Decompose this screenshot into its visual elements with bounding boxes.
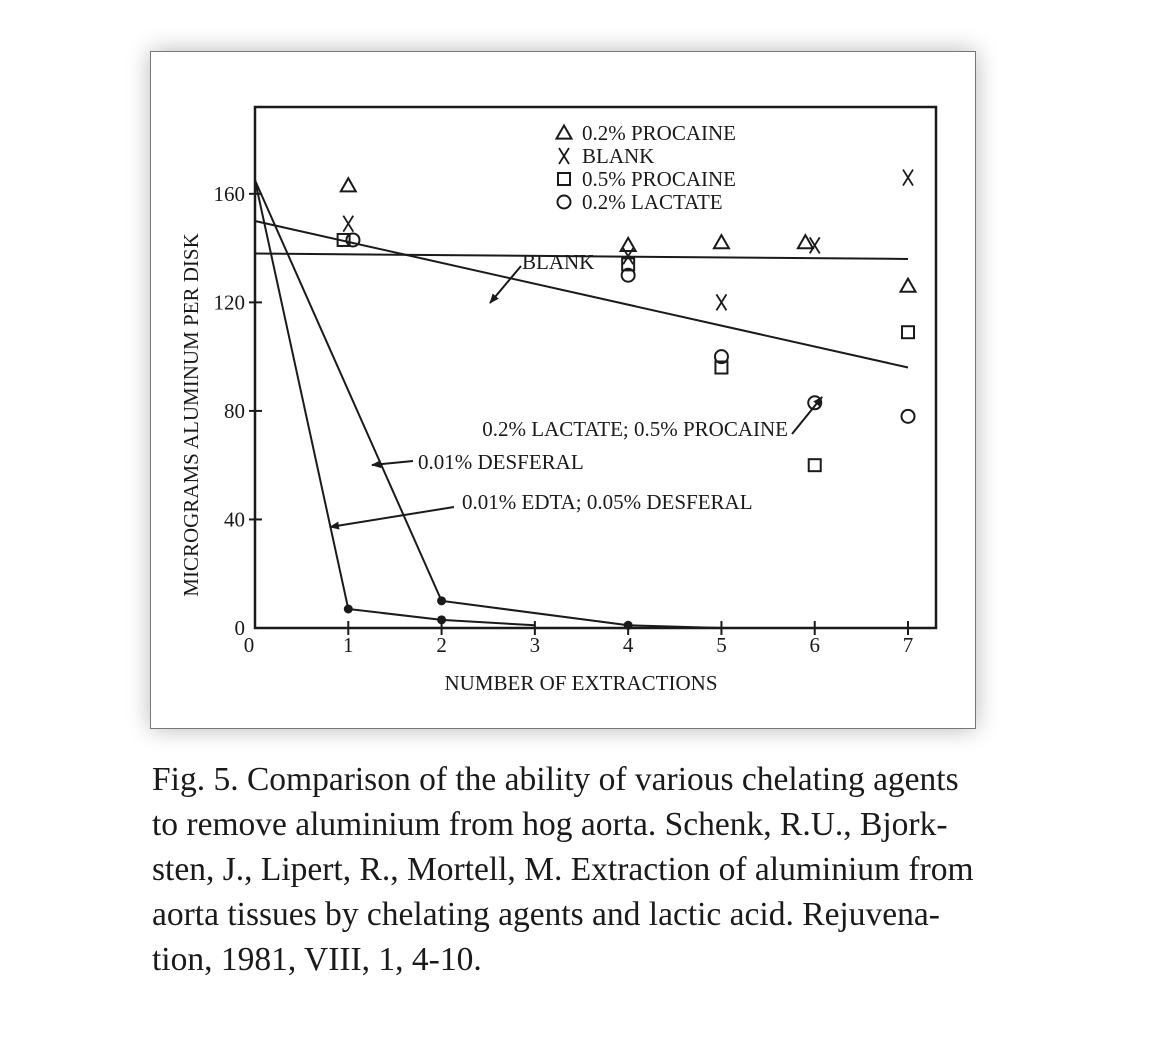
legend-triangle-icon xyxy=(557,126,572,139)
dot-marker xyxy=(437,596,446,605)
caption-line: Fig. 5. Comparison of the ability of various chelating agents xyxy=(152,761,959,798)
x-tick-label: 3 xyxy=(529,633,541,657)
caption-line: sten, J., Lipert, R., Mortell, M. Extraction of aluminium from xyxy=(152,851,974,888)
legend-label: 0.2% PROCAINE xyxy=(582,121,737,145)
dot-marker xyxy=(624,621,633,630)
legend-label: BLANK xyxy=(582,144,655,168)
square-marker xyxy=(902,326,914,338)
x-tick-label: 0 xyxy=(243,633,255,657)
annotation-label: BLANK xyxy=(522,250,595,274)
x-marker xyxy=(716,294,726,310)
circle-marker xyxy=(346,233,359,246)
x-axis-label: NUMBER OF EXTRACTIONS xyxy=(444,671,718,695)
legend xyxy=(557,121,737,214)
annotation-label: 0.2% LACTATE; 0.5% PROCAINE xyxy=(482,417,788,441)
x-marker xyxy=(343,216,353,232)
line-series xyxy=(255,180,721,628)
legend-square-icon xyxy=(558,173,570,185)
square-marker xyxy=(809,459,821,471)
y-tick-label: 80 xyxy=(224,398,245,423)
x-tick-label: 4 xyxy=(622,633,634,657)
circle-marker xyxy=(902,410,915,423)
figure-caption xyxy=(152,757,1082,982)
line-series xyxy=(255,180,535,625)
triangle-marker xyxy=(901,279,916,292)
annotation-arrow xyxy=(792,397,822,434)
x-marker xyxy=(903,170,913,186)
caption-line: tion, 1981, VIII, 1, 4-10. xyxy=(152,941,482,978)
x-tick-label: 6 xyxy=(809,633,820,657)
legend-x-icon xyxy=(559,148,569,164)
annotation-label: 0.01% EDTA; 0.05% DESFERAL xyxy=(462,490,753,514)
annotation-arrow xyxy=(330,507,454,527)
dot-marker xyxy=(344,605,353,614)
triangle-marker xyxy=(341,178,356,191)
caption-line: to remove aluminium from hog aorta. Schenk, R.U., Bjork- xyxy=(152,806,948,843)
y-tick-label: 120 xyxy=(213,290,245,315)
annotation-arrow xyxy=(490,266,521,303)
triangle-marker xyxy=(714,235,729,248)
legend-label: 0.5% PROCAINE xyxy=(582,167,737,191)
triangle-marker xyxy=(798,235,813,248)
y-tick-label: 40 xyxy=(224,507,245,532)
dot-marker xyxy=(437,615,446,624)
x-tick-label: 1 xyxy=(343,633,354,657)
x-tick-label: 2 xyxy=(436,633,447,657)
x-tick-label: 7 xyxy=(902,633,914,657)
y-tick-label: 160 xyxy=(213,181,245,206)
annotation-label: 0.01% DESFERAL xyxy=(418,450,584,474)
legend-circle-icon xyxy=(558,196,571,209)
y-axis-label: MICROGRAMS ALUMINUM PER DISK xyxy=(179,233,203,597)
x-tick-label: 5 xyxy=(716,633,727,657)
y-tick-label: 0 xyxy=(234,616,245,640)
annotation-arrow xyxy=(372,461,413,465)
annotations xyxy=(330,250,822,527)
caption-line: aorta tissues by chelating agents and lactic acid. Rejuvena- xyxy=(152,896,940,933)
legend-label: 0.2% LACTATE xyxy=(582,190,723,214)
